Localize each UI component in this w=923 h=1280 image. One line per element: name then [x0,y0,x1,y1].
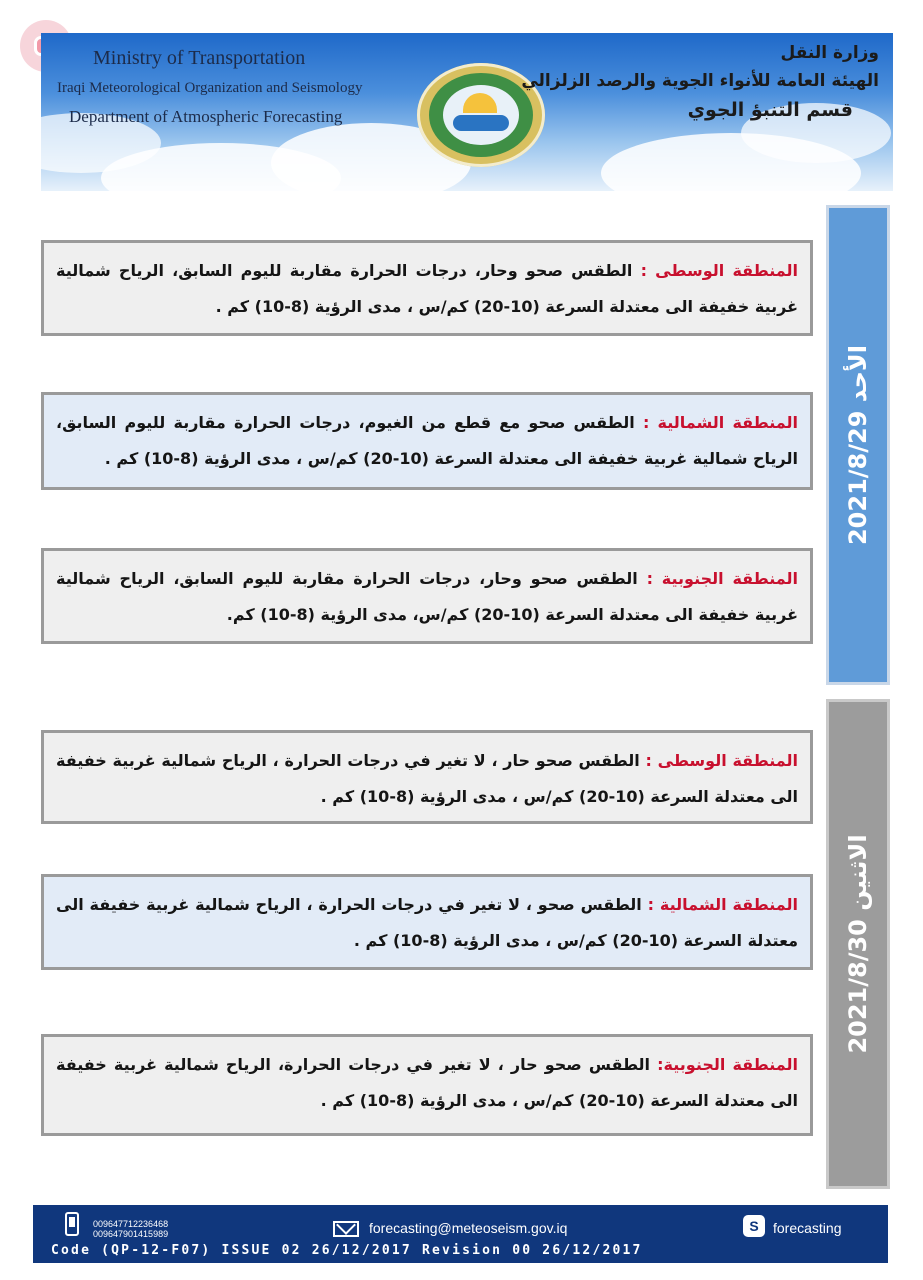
forecast-text: الطقس صحو وحار، درجات الحرارة مقاربة لليوم السابق، الرياح شمالية غربية خفيفة الى معتدلة السرعة (10-20) كم/س، مدى الرؤية (8-10) كم. [56,569,798,624]
header-en-organization: Iraqi Meteorological Organization and Seismology [57,80,363,96]
date-label-day2: الاثنين 2021/8/30 [844,834,872,1054]
footer-email[interactable]: forecasting@meteoseism.gov.iq [369,1220,568,1236]
forecast-text: الطقس صحو مع قطع من الغيوم، درجات الحرارة مقاربة لليوم السابق، الرياح شمالية غربية خفيفة الى معتدلة السرعة (10-20) كم/س ، مدى الرؤية (8-10) كم . [56,413,798,468]
forecast-card-day2-south [41,1034,813,1136]
skype-icon: S [743,1215,765,1237]
forecast-text: الطقس صحو ، لا تغير في درجات الحرارة ، الرياح شمالية غربية خفيفة الى معتدلة السرعة (10-20) كم/س ، مدى الرؤية (8-10) كم . [56,895,798,950]
header-en-ministry: Ministry of Transportation [93,47,306,69]
header-ar-organization: الهيئة العامة للأنواء الجوية والرصد الزلزالي [521,71,879,91]
phone-icon [65,1212,79,1236]
forecast-card-day1-central [41,240,813,336]
region-label: المنطقة الجنوبية: [657,1055,799,1074]
forecast-card-day1-north [41,392,813,490]
footer-document-code: Code (QP-12-F07) ISSUE 02 26/12/2017 Revision 00 26/12/2017 [51,1243,643,1258]
forecast-card-day2-north [41,874,813,970]
region-label: المنطقة الشمالية : [647,895,799,914]
header-ar-department: قسم التنبؤ الجوي [687,99,853,121]
forecast-text: الطقس صحو وحار، درجات الحرارة مقاربة لليوم السابق، الرياح شمالية غربية خفيفة الى معتدلة السرعة (10-20) كم/س ، مدى الرؤية (8-10) كم . [56,261,798,316]
mail-icon [333,1221,359,1237]
header-ar-ministry: وزارة النقل [780,43,879,63]
footer-bar [33,1205,888,1263]
footer-skype[interactable]: forecasting [773,1220,842,1236]
phone-number-2: 009647901415989 [93,1229,169,1239]
header-en-department: Department of Atmospheric Forecasting [69,107,343,126]
forecast-card-day1-south [41,548,813,644]
region-label: المنطقة الوسطى : [645,751,798,770]
region-label: المنطقة الشمالية : [642,413,799,432]
region-label: المنطقة الوسطى : [640,261,798,280]
forecast-card-day2-central [41,730,813,824]
header-banner [41,33,893,191]
region-label: المنطقة الجنوبية : [646,569,799,588]
forecast-text: الطقس صحو حار ، لا تغير في درجات الحرارة، الرياح شمالية غربية خفيفة الى معتدلة السرعة (10-20) كم/س ، مدى الرؤية (8-10) كم . [56,1055,798,1110]
phone-number-1: 009647712236468 [93,1219,169,1229]
forecast-text: الطقس صحو حار ، لا تغير في درجات الحرارة ، الرياح شمالية غربية خفيفة الى معتدلة السرعة (10-20) كم/س ، مدى الرؤية (8-10) كم . [56,751,798,806]
date-label-day1: الأحد 2021/8/29 [844,344,872,546]
date-tab-day1 [826,205,890,685]
date-tab-day2 [826,699,890,1189]
footer-phones [93,1219,168,1239]
